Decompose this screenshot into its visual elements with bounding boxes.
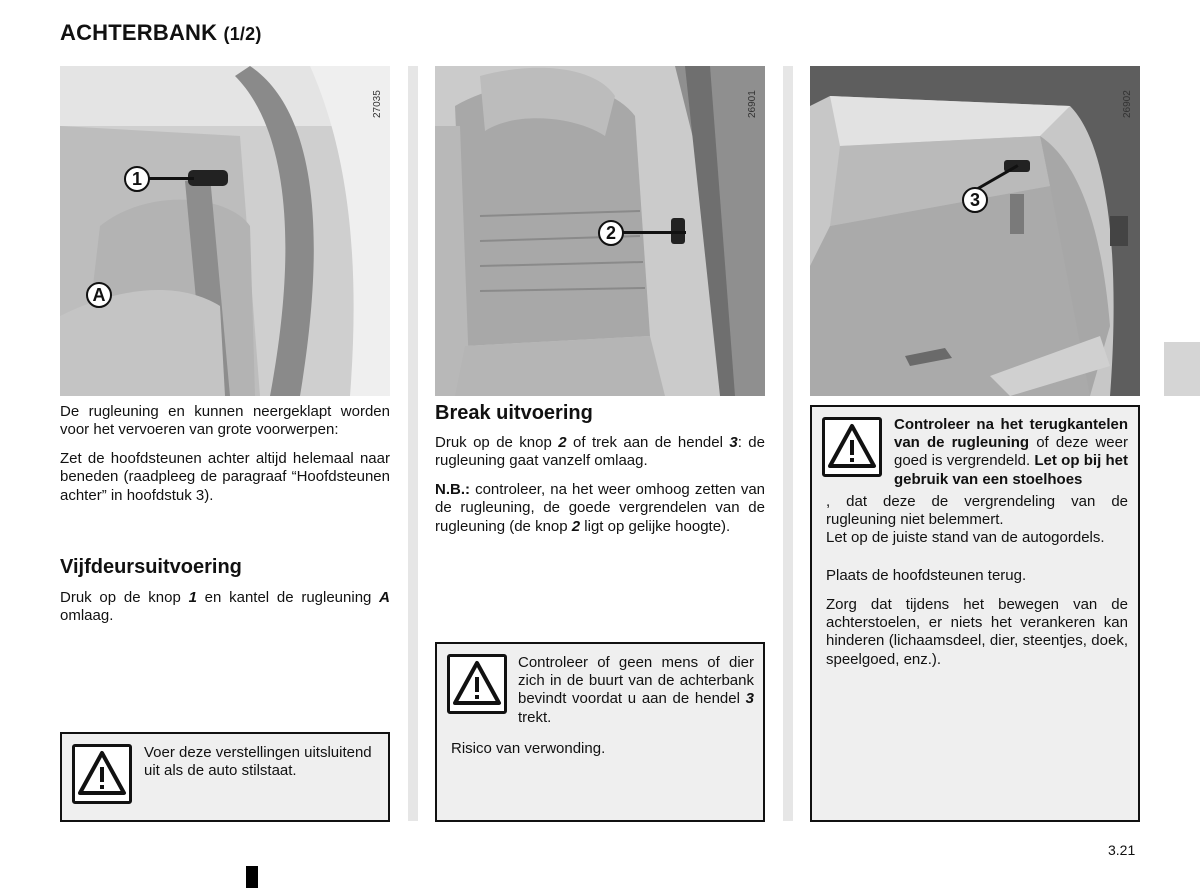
text-run: trekt. xyxy=(518,708,552,726)
callout-leader xyxy=(148,177,194,180)
ref-number: 3 xyxy=(729,434,738,451)
text-run: ligt op gelijke hoogte). xyxy=(580,517,731,535)
intro-text xyxy=(60,403,390,515)
section-heading-break: Break uitvoering xyxy=(435,402,593,424)
warning-text xyxy=(518,654,754,727)
bold-run: Let op bij het gebruik van een stoelhoes xyxy=(894,452,1129,488)
text-run: Druk op de knop xyxy=(60,589,189,606)
text-run: Druk op de knop xyxy=(435,434,559,451)
warning-triangle-icon xyxy=(822,417,882,477)
ref-number: 3 xyxy=(745,690,754,708)
callout-1: 1 xyxy=(124,166,150,192)
warning-lock-part1 xyxy=(894,416,1128,489)
vijfdeurs-instruction xyxy=(60,589,390,636)
warning-risk: Risico van verwonding. xyxy=(451,740,606,757)
nb-note xyxy=(435,481,765,536)
ref-number: 1 xyxy=(188,589,197,606)
warning-obstructions: Zorg dat tijdens het bewegen van de achterstoelen, er niets het verankeren kan hinderen (lichaamsdeel, dier, steentjes, doek, speelgoed, enz.). xyxy=(826,596,1128,668)
page-number: 3.21 xyxy=(1108,842,1136,858)
text-run: omlaag. xyxy=(60,607,114,625)
ref-letter: A xyxy=(379,589,390,606)
text-run: en kantel de rugleuning xyxy=(196,589,380,606)
photo-code: 26902 xyxy=(1122,90,1133,118)
bold-run: Controleer na het terugkantelen van de rugleuning xyxy=(894,416,1128,452)
warning-text: Voer deze verstellingen uitsluitend uit als de auto stilstaat. xyxy=(144,744,372,780)
headrest-paragraph: Zet de hoofdsteunen achter altijd helemaal naar beneden (raadpleeg de paragraaf “Hoofdsteunen achter” in hoofdstuk 3). xyxy=(60,449,390,504)
print-mark xyxy=(246,866,258,888)
intro-paragraph: De rugleuning en kunnen neergeklapt worden voor het vervoeren van grote voorwerpen: xyxy=(60,403,390,439)
callout-3: 3 xyxy=(962,187,988,213)
ref-number: 2 xyxy=(571,517,581,535)
page-title xyxy=(60,20,262,46)
chapter-tab xyxy=(1164,342,1200,396)
callout-2: 2 xyxy=(598,220,624,246)
photo-rear-seat-five-door xyxy=(60,66,390,396)
warning-belts: Let op de juiste stand van de autogordels. xyxy=(826,529,1105,546)
callout-leader xyxy=(622,231,686,234)
section-heading-vijfdeurs: Vijfdeursuitvoering xyxy=(60,556,242,578)
warning-lock-part2 xyxy=(826,493,1128,529)
photo-code: 26901 xyxy=(747,90,758,118)
photo-trunk xyxy=(810,66,1140,396)
callout-a: A xyxy=(86,282,112,308)
title-part: (1/2) xyxy=(223,24,262,44)
column-divider xyxy=(783,66,793,821)
warning-triangle-icon xyxy=(72,744,132,804)
text-run: Controleer of geen mens of dier zich in de buurt van de achterbank bevindt voordat u aan de hendel xyxy=(518,654,754,708)
warning-box-persons xyxy=(435,642,765,822)
text-run: controleer, na het weer omhoog zetten van de rugleuning, de goede vergrendelen van de rugleuning (de knop xyxy=(435,480,765,535)
break-text xyxy=(435,434,765,546)
break-instruction xyxy=(435,434,765,471)
warning-box-lock xyxy=(810,405,1140,822)
nb-label: N.B.: xyxy=(435,480,470,498)
warning-triangle-icon xyxy=(447,654,507,714)
column-divider xyxy=(408,66,418,821)
text-run: , dat deze de vergrendeling van de rugleuning niet belemmert. xyxy=(826,493,1128,529)
warning-headrests: Plaats de hoofdsteunen terug. xyxy=(826,567,1027,584)
title-text: ACHTERBANK xyxy=(60,20,218,45)
text-run: of deze weer goed is vergrendeld. xyxy=(894,434,1128,470)
text-run: of trek aan de hendel xyxy=(566,434,730,451)
warning-box-stilstaat xyxy=(60,732,390,822)
ref-number: 2 xyxy=(558,434,567,451)
rear-seat-five-door-illustration xyxy=(60,66,390,396)
photo-code: 27035 xyxy=(372,90,383,118)
text-run: : de rugleuning gaat vanzelf omlaag. xyxy=(435,434,765,470)
trunk-illustration xyxy=(810,66,1140,396)
